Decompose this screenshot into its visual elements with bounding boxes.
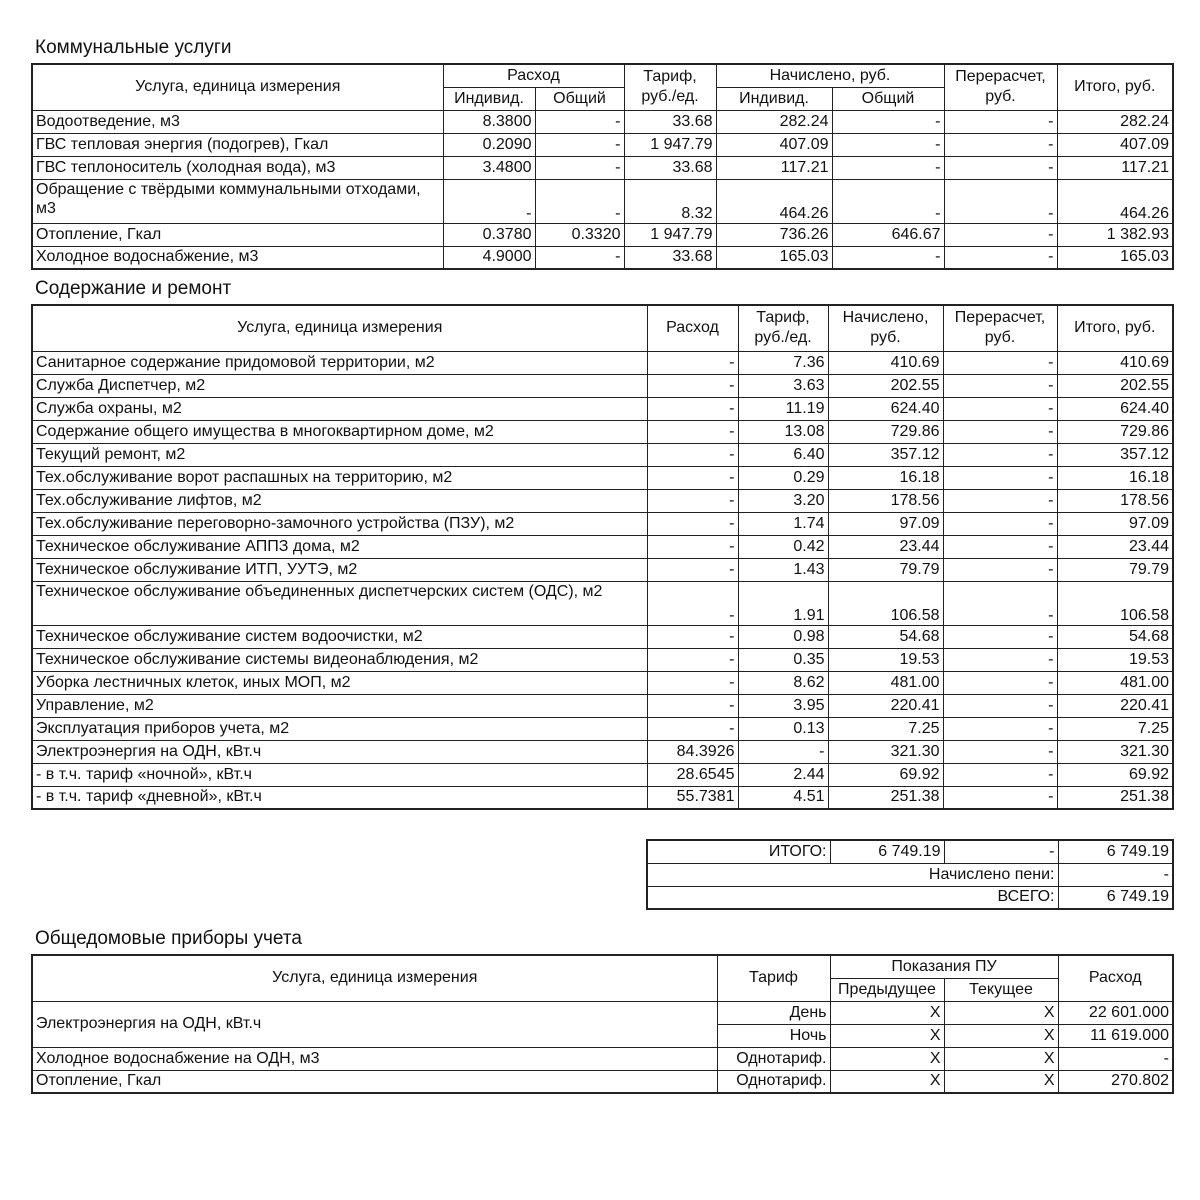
charged-cell: 357.12 [828, 443, 943, 466]
charged-cell: 729.86 [828, 420, 943, 443]
charged-cell: 202.55 [828, 374, 943, 397]
recalc-cell: - [943, 374, 1057, 397]
col-header-previous: Предыдущее [830, 978, 944, 1001]
table-row [32, 179, 1173, 223]
tariff-cell: 3.95 [738, 694, 828, 717]
recalc-cell: - [943, 717, 1057, 740]
recalc-cell: - [943, 740, 1057, 763]
tariff-cell: Однотариф. [717, 1070, 830, 1093]
maintenance-title: Содержание и ремонт [35, 278, 232, 299]
total-cell: 624.40 [1057, 397, 1173, 420]
charged-cell: 624.40 [828, 397, 943, 420]
maintenance-table [31, 304, 1174, 810]
service-cell: Холодное водоснабжение на ОДН, м3 [32, 1047, 717, 1070]
utilities-title: Коммунальные услуги [35, 37, 232, 58]
total-cell: 202.55 [1057, 374, 1173, 397]
col-header-recalc: Перерасчет, руб. [944, 64, 1057, 110]
common-cell: - [535, 156, 624, 179]
table-row [32, 1047, 1173, 1070]
charged-cell: 97.09 [828, 512, 943, 535]
recalc-cell: - [943, 351, 1057, 374]
charged-cell: 19.53 [828, 648, 943, 671]
col-header-consumption: Расход [443, 64, 624, 87]
consumption-cell: 270.802 [1058, 1070, 1173, 1093]
consumption-cell: - [647, 671, 738, 694]
table-row [32, 558, 1173, 581]
total-cell: 97.09 [1057, 512, 1173, 535]
common-cell: - [535, 133, 624, 156]
consumption-cell: - [647, 717, 738, 740]
current-cell: X [944, 1024, 1058, 1047]
recalc-cell: - [943, 625, 1057, 648]
tariff-cell: 0.29 [738, 466, 828, 489]
service-cell: Санитарное содержание придомовой территории, м2 [32, 351, 647, 374]
recalc-cell: - [943, 763, 1057, 786]
tariff-cell: 1.43 [738, 558, 828, 581]
previous-cell: X [830, 1024, 944, 1047]
charged-cell: 7.25 [828, 717, 943, 740]
tariff-cell: 1 947.79 [624, 133, 716, 156]
table-row [32, 110, 1173, 133]
total-cell: 178.56 [1057, 489, 1173, 512]
consumption-cell: - [647, 420, 738, 443]
service-cell: Техническое обслуживание АППЗ дома, м2 [32, 535, 647, 558]
recalc-cell: - [943, 535, 1057, 558]
consumption-cell: - [647, 558, 738, 581]
service-cell: Содержание общего имущества в многоквартирном доме, м2 [32, 420, 647, 443]
total-cell: 1 382.93 [1057, 223, 1173, 246]
total-cell: 7.25 [1057, 717, 1173, 740]
service-cell: ГВС тепловая энергия (подогрев), Гкал [32, 133, 443, 156]
total-cell: 106.58 [1057, 581, 1173, 625]
recalc-cell: - [943, 671, 1057, 694]
table-row [32, 535, 1173, 558]
col-header-consumption: Расход [1058, 955, 1173, 1001]
service-cell: Холодное водоснабжение, м3 [32, 246, 443, 269]
table-row [32, 156, 1173, 179]
consumption-cell: - [647, 374, 738, 397]
tariff-cell: 3.20 [738, 489, 828, 512]
totals-table [646, 839, 1174, 910]
consumption-cell: - [647, 443, 738, 466]
consumption-cell: - [647, 535, 738, 558]
table-row [32, 1070, 1173, 1093]
itogo-total: 6 749.19 [1058, 840, 1173, 863]
service-cell: Техническое обслуживание систем водоочистки, м2 [32, 625, 647, 648]
consumption-cell: - [647, 466, 738, 489]
table-row [32, 133, 1173, 156]
recalc-cell: - [944, 133, 1057, 156]
utilities-table [31, 63, 1174, 270]
charged-cell: 106.58 [828, 581, 943, 625]
previous-cell: X [830, 1070, 944, 1093]
total-cell: 282.24 [1057, 110, 1173, 133]
common-cell: 0.3320 [535, 223, 624, 246]
tariff-cell: 8.32 [624, 179, 716, 223]
service-cell: Уборка лестничных клеток, иных МОП, м2 [32, 671, 647, 694]
table-row [32, 489, 1173, 512]
tariff-cell: 0.98 [738, 625, 828, 648]
recalc-cell: - [943, 397, 1057, 420]
table-row [32, 420, 1173, 443]
consumption-cell: - [1058, 1047, 1173, 1070]
individual-cell: 8.3800 [443, 110, 535, 133]
tariff-cell: 0.35 [738, 648, 828, 671]
service-cell: Техническое обслуживание ИТП, УУТЭ, м2 [32, 558, 647, 581]
itogo-charged: 6 749.19 [830, 840, 944, 863]
consumption-cell: - [647, 489, 738, 512]
charged-cell: 23.44 [828, 535, 943, 558]
col-header-tariff: Тариф [717, 955, 830, 1001]
total-cell: 407.09 [1057, 133, 1173, 156]
col-header-individual: Индивид. [443, 87, 535, 110]
meters-table [31, 954, 1174, 1094]
total-cell: 220.41 [1057, 694, 1173, 717]
itogo-recalc: - [944, 840, 1058, 863]
table-row [32, 694, 1173, 717]
table-row [32, 397, 1173, 420]
service-cell: Отопление, Гкал [32, 1070, 717, 1093]
col-header-consumption: Расход [647, 305, 738, 351]
consumption-cell: - [647, 694, 738, 717]
service-cell: Техническое обслуживание системы видеонаблюдения, м2 [32, 648, 647, 671]
table-row [32, 246, 1173, 269]
total-cell: 729.86 [1057, 420, 1173, 443]
consumption-cell: 55.7381 [647, 786, 738, 809]
charged-cell: 79.79 [828, 558, 943, 581]
total-cell: 79.79 [1057, 558, 1173, 581]
common-cell: - [535, 110, 624, 133]
table-row [32, 786, 1173, 809]
service-cell: Техническое обслуживание объединенных диспетчерских систем (ОДС), м2 [32, 581, 647, 625]
tariff-cell: 3.63 [738, 374, 828, 397]
total-cell: 54.68 [1057, 625, 1173, 648]
col-header-service: Услуга, единица измерения [32, 955, 717, 1001]
tariff-cell: 4.51 [738, 786, 828, 809]
total-cell: 23.44 [1057, 535, 1173, 558]
total-cell: 16.18 [1057, 466, 1173, 489]
total-cell: 357.12 [1057, 443, 1173, 466]
tariff-cell: 1.74 [738, 512, 828, 535]
penalty-value: - [1058, 863, 1173, 886]
service-cell: ГВС теплоноситель (холодная вода), м3 [32, 156, 443, 179]
charged-common-cell: 646.67 [832, 223, 944, 246]
tariff-cell: 1.91 [738, 581, 828, 625]
itogo-label: ИТОГО: [647, 840, 830, 863]
total-cell: 481.00 [1057, 671, 1173, 694]
recalc-cell: - [943, 558, 1057, 581]
total-cell: 251.38 [1057, 786, 1173, 809]
charged-individual-cell: 464.26 [716, 179, 832, 223]
charged-common-cell: - [832, 156, 944, 179]
table-row [32, 625, 1173, 648]
individual-cell: 0.3780 [443, 223, 535, 246]
table-row [32, 671, 1173, 694]
charged-individual-cell: 736.26 [716, 223, 832, 246]
table-row [32, 648, 1173, 671]
col-header-total: Итого, руб. [1057, 64, 1173, 110]
service-cell: Тех.обслуживание лифтов, м2 [32, 489, 647, 512]
tariff-cell: Ночь [717, 1024, 830, 1047]
individual-cell: 4.9000 [443, 246, 535, 269]
service-cell: Тех.обслуживание ворот распашных на территорию, м2 [32, 466, 647, 489]
previous-cell: X [830, 1001, 944, 1024]
service-cell: Обращение с твёрдыми коммунальными отходами, м3 [32, 179, 443, 223]
col-header-tariff: Тариф, руб./ед. [624, 64, 716, 110]
consumption-cell: 28.6545 [647, 763, 738, 786]
charged-common-cell: - [832, 110, 944, 133]
charged-cell: 251.38 [828, 786, 943, 809]
recalc-cell: - [943, 420, 1057, 443]
col-header-total: Итого, руб. [1057, 305, 1173, 351]
table-row [32, 763, 1173, 786]
common-cell: - [535, 246, 624, 269]
col-header-charged: Начислено, руб. [716, 64, 944, 87]
charged-common-cell: - [832, 246, 944, 269]
table-row [32, 223, 1173, 246]
charged-cell: 178.56 [828, 489, 943, 512]
consumption-cell: - [647, 625, 738, 648]
recalc-cell: - [943, 786, 1057, 809]
col-header-service: Услуга, единица измерения [32, 64, 443, 110]
charged-cell: 481.00 [828, 671, 943, 694]
tariff-cell: 11.19 [738, 397, 828, 420]
consumption-cell: 84.3926 [647, 740, 738, 763]
recalc-cell: - [944, 246, 1057, 269]
total-cell: 464.26 [1057, 179, 1173, 223]
vsego-label: ВСЕГО: [647, 886, 1058, 909]
table-row [32, 717, 1173, 740]
table-row [32, 512, 1173, 535]
table-row [32, 740, 1173, 763]
total-cell: 321.30 [1057, 740, 1173, 763]
consumption-cell: - [647, 351, 738, 374]
service-cell: Служба Диспетчер, м2 [32, 374, 647, 397]
table-row [32, 443, 1173, 466]
current-cell: X [944, 1047, 1058, 1070]
recalc-cell: - [943, 648, 1057, 671]
service-cell: Эксплуатация приборов учета, м2 [32, 717, 647, 740]
current-cell: X [944, 1001, 1058, 1024]
consumption-cell: - [647, 397, 738, 420]
charged-cell: 69.92 [828, 763, 943, 786]
consumption-cell: 11 619.000 [1058, 1024, 1173, 1047]
service-cell: - в т.ч. тариф «ночной», кВт.ч [32, 763, 647, 786]
consumption-cell: 22 601.000 [1058, 1001, 1173, 1024]
charged-cell: 410.69 [828, 351, 943, 374]
recalc-cell: - [944, 156, 1057, 179]
charged-cell: 220.41 [828, 694, 943, 717]
charged-cell: 54.68 [828, 625, 943, 648]
meters-title: Общедомовые приборы учета [35, 928, 302, 949]
penalty-label: Начислено пени: [647, 863, 1058, 886]
service-cell: Отопление, Гкал [32, 223, 443, 246]
tariff-cell: - [738, 740, 828, 763]
tariff-cell: 33.68 [624, 110, 716, 133]
current-cell: X [944, 1070, 1058, 1093]
total-cell: 19.53 [1057, 648, 1173, 671]
consumption-cell: - [647, 648, 738, 671]
total-cell: 165.03 [1057, 246, 1173, 269]
tariff-cell: 2.44 [738, 763, 828, 786]
tariff-cell: 1 947.79 [624, 223, 716, 246]
charged-individual-cell: 117.21 [716, 156, 832, 179]
tariff-cell: 13.08 [738, 420, 828, 443]
table-row [32, 351, 1173, 374]
service-cell: - в т.ч. тариф «дневной», кВт.ч [32, 786, 647, 809]
total-cell: 117.21 [1057, 156, 1173, 179]
table-row [32, 466, 1173, 489]
consumption-cell: - [647, 581, 738, 625]
service-cell: Электроэнергия на ОДН, кВт.ч [32, 1001, 717, 1047]
table-row [32, 1001, 1173, 1024]
total-cell: 410.69 [1057, 351, 1173, 374]
table-row [32, 581, 1173, 625]
tariff-cell: 7.36 [738, 351, 828, 374]
service-cell: Текущий ремонт, м2 [32, 443, 647, 466]
recalc-cell: - [943, 489, 1057, 512]
col-header-recalc: Перерасчет, руб. [943, 305, 1057, 351]
table-row [32, 374, 1173, 397]
col-header-charged-common: Общий [832, 87, 944, 110]
recalc-cell: - [943, 694, 1057, 717]
recalc-cell: - [943, 581, 1057, 625]
vsego-value: 6 749.19 [1058, 886, 1173, 909]
charged-common-cell: - [832, 133, 944, 156]
recalc-cell: - [943, 466, 1057, 489]
charged-individual-cell: 407.09 [716, 133, 832, 156]
tariff-cell: 33.68 [624, 156, 716, 179]
tariff-cell: Однотариф. [717, 1047, 830, 1070]
recalc-cell: - [943, 512, 1057, 535]
common-cell: - [535, 179, 624, 223]
col-header-tariff: Тариф, руб./ед. [738, 305, 828, 351]
service-cell: Управление, м2 [32, 694, 647, 717]
service-cell: Водоотведение, м3 [32, 110, 443, 133]
service-cell: Служба охраны, м2 [32, 397, 647, 420]
tariff-cell: 33.68 [624, 246, 716, 269]
col-header-current: Текущее [944, 978, 1058, 1001]
col-header-charged-individual: Индивид. [716, 87, 832, 110]
individual-cell: 0.2090 [443, 133, 535, 156]
col-header-readings: Показания ПУ [830, 955, 1058, 978]
recalc-cell: - [944, 110, 1057, 133]
service-cell: Электроэнергия на ОДН, кВт.ч [32, 740, 647, 763]
tariff-cell: 6.40 [738, 443, 828, 466]
tariff-cell: 0.42 [738, 535, 828, 558]
previous-cell: X [830, 1047, 944, 1070]
col-header-common: Общий [535, 87, 624, 110]
col-header-service: Услуга, единица измерения [32, 305, 647, 351]
charged-individual-cell: 282.24 [716, 110, 832, 133]
charged-cell: 16.18 [828, 466, 943, 489]
individual-cell: 3.4800 [443, 156, 535, 179]
recalc-cell: - [944, 179, 1057, 223]
charged-common-cell: - [832, 179, 944, 223]
col-header-charged: Начислено, руб. [828, 305, 943, 351]
charged-cell: 321.30 [828, 740, 943, 763]
tariff-cell: 0.13 [738, 717, 828, 740]
consumption-cell: - [647, 512, 738, 535]
individual-cell: - [443, 179, 535, 223]
recalc-cell: - [944, 223, 1057, 246]
total-cell: 69.92 [1057, 763, 1173, 786]
tariff-cell: День [717, 1001, 830, 1024]
service-cell: Тех.обслуживание переговорно-замочного устройства (ПЗУ), м2 [32, 512, 647, 535]
charged-individual-cell: 165.03 [716, 246, 832, 269]
tariff-cell: 8.62 [738, 671, 828, 694]
recalc-cell: - [943, 443, 1057, 466]
